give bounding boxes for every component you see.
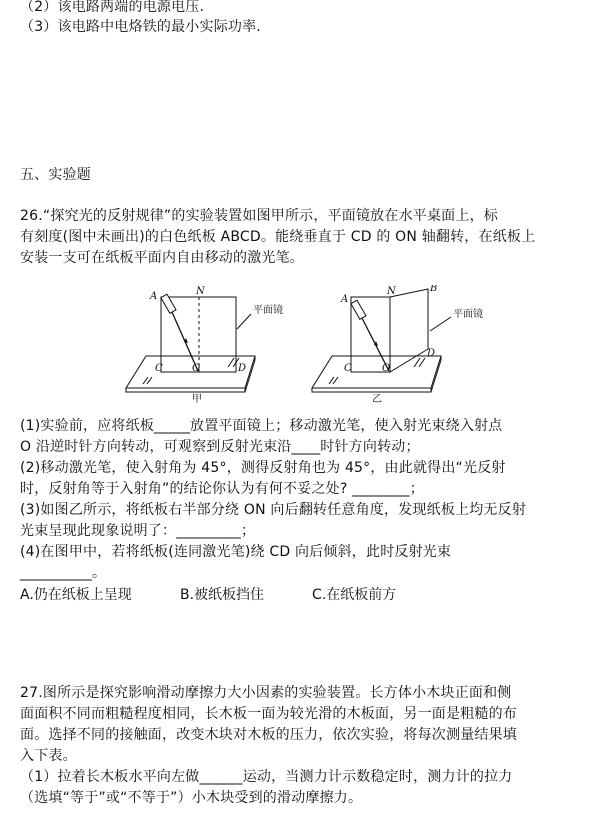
q26-part-line: __________。	[20, 565, 107, 581]
q27-line: 面。选择不同的接触面，改变木块对木板的压力，依次实验，将每次测量结果填	[20, 727, 517, 743]
label-O: O	[192, 363, 201, 374]
q26-part-line: (1)实验前，应将纸板_____放置平面镜上；移动激光笔，使入射光束绕入射点	[20, 418, 503, 434]
label-B: B	[430, 285, 438, 294]
label-O: O	[382, 363, 391, 374]
q26-part-line: (2)移动激光笔，使入射角为 45°，测得反射角也为 45°，由此就得出“光反射	[20, 460, 506, 476]
figure-right	[312, 289, 451, 392]
figure-caption-yi: 乙	[372, 394, 382, 405]
question-line: （3）该电路中电烙铁的最小实际功率.	[20, 19, 261, 35]
option-b: B.被纸板挡住	[180, 587, 265, 603]
mirror-label: 平面镜	[253, 305, 283, 316]
mirror-label: 平面镜	[453, 309, 483, 320]
q26-part-line: 光束呈现此现象说明了：_________；	[20, 523, 256, 539]
q27-line: （1）拉着长木板水平向左做______运动，当测力计示数稳定时，测力计的拉力	[20, 769, 513, 785]
option-c: C.在纸板前方	[312, 587, 397, 603]
q27-line: 入下表。	[20, 748, 77, 764]
label-D: D	[238, 363, 247, 374]
q26-part-line: (3)如图乙所示，将纸板右半部分绕 ON 向后翻转任意角度，发现纸板上均无反射	[20, 502, 527, 518]
option-a: A.仍在纸板上呈现	[20, 587, 132, 603]
q26-intro-line: 有刻度(图中未画出)的白色纸板 ABCD。能绕垂直于 CD 的 ON 轴翻转，在纸板上	[20, 229, 536, 245]
q27-line: （选填“等于”或“不等于”）小木块受到的滑动摩擦力。	[20, 790, 363, 806]
label-A: A	[341, 294, 349, 305]
q26-intro-line: 26.“探究光的反射规律”的实验装置如图甲所示，平面镜放在水平桌面上，标	[20, 208, 498, 224]
q27-line: 面面积不同而粗糙程度相同，长木板一面为较光滑的木板面，另一面是粗糙的布	[20, 706, 517, 722]
question-line: （2）该电路两端的电源电压.	[20, 0, 205, 15]
label-D: D	[427, 348, 436, 359]
label-N: N	[196, 286, 205, 297]
section-title: 五、实验题	[20, 167, 91, 183]
q27-line: 27.图所示是探究影响滑动摩擦力大小因素的实验装置。长方体小木块正面和侧	[20, 685, 512, 701]
q26-part-line: 时，反射角等于入射角”的结论你认为有何不妥之处? ________；	[20, 481, 424, 497]
figure-left	[126, 294, 255, 392]
q26-part-line: (4)在图甲中，若将纸板(连同激光笔)绕 CD 向后倾斜，此时反射光束	[20, 544, 452, 560]
figure-caption-jia: 甲	[192, 394, 202, 405]
reflection-experiment-figure	[110, 285, 510, 410]
q26-part-line: O 沿逆时针方向转动，可观察到反射光束沿____时针方向转动；	[20, 439, 420, 455]
label-A: A	[150, 291, 158, 302]
q26-intro-line: 安装一支可在纸板平面内自由移动的激光笔。	[20, 250, 304, 266]
label-C: C	[155, 363, 163, 374]
label-N: N	[387, 286, 396, 297]
label-C: C	[344, 363, 352, 374]
